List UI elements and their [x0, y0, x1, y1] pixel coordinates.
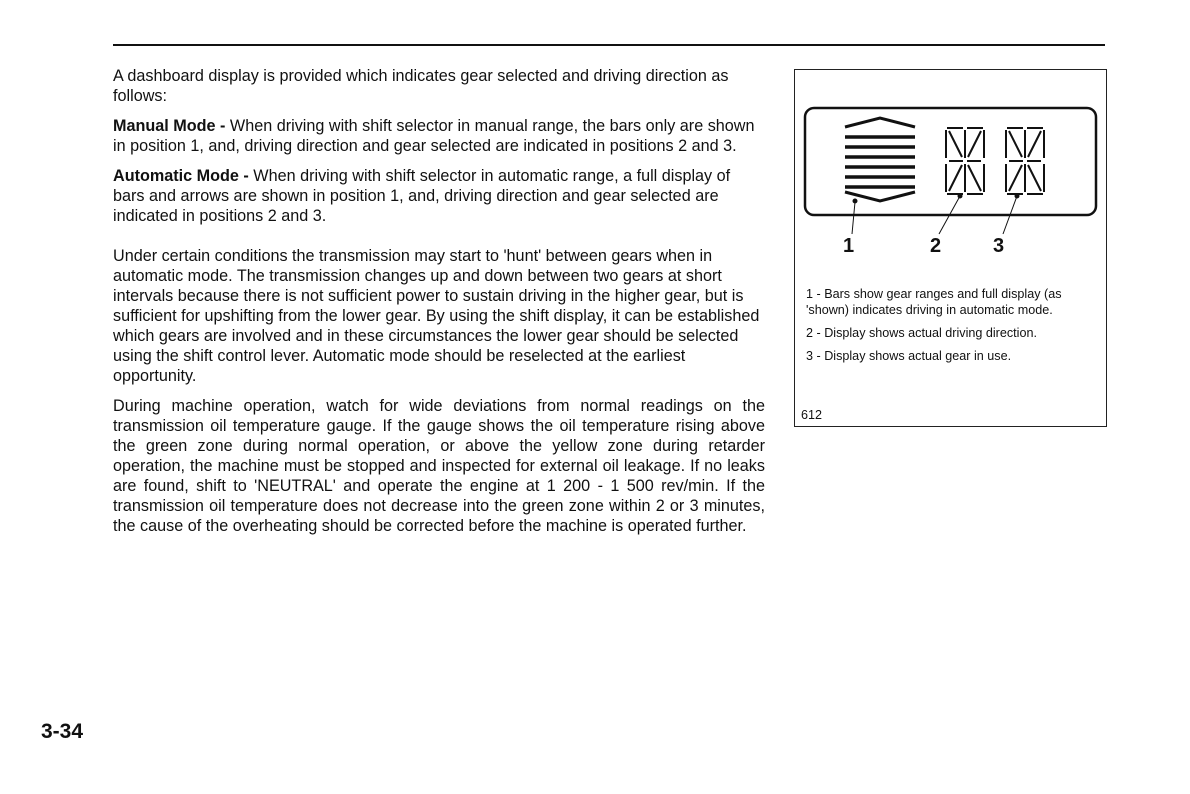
manual-mode-label: Manual Mode - [113, 117, 226, 135]
automatic-mode-label: Automatic Mode - [113, 167, 249, 185]
caption-2: 2 - Display shows actual driving direction. [806, 326, 1037, 340]
caption-3: 3 - Display shows actual gear in use. [806, 349, 1012, 363]
gear-segment-digit [1006, 128, 1044, 194]
direction-segment-digit [946, 128, 984, 194]
display-figure [794, 69, 1107, 427]
intro-paragraph: A dashboard display is provided which indicates gear selected and driving direction as follows: [113, 67, 729, 105]
dashboard-display-illustration [795, 70, 1106, 270]
body-text [113, 66, 765, 546]
gear-range-bars [845, 137, 915, 187]
up-arrow-icon [845, 118, 915, 127]
figure-captions [806, 286, 1102, 371]
manual-mode-paragraph [113, 116, 765, 156]
oil-temperature-paragraph: During machine operation, watch for wide deviations from normal readings on the transmission oil temperature gauge. If the gauge shows the oil temperature rising above the green zone during normal operation, or above the yellow zone during retarder operation, the machine must be stopped and inspected for external oil leakage. If no leaks are found, shift to 'NEUTRAL' and operate the engine at 1 200 - 1 500 rev/min. If the transmission oil temperature does not decrease into the green zone within 2 or 3 minutes, the cause of the overheating should be corrected before the machine is operated further. [113, 397, 765, 535]
manual-mode-text: When driving with shift selector in manual range, the bars only are shown in position 1, and, driving direction and gear selected are indicated in positions 2 and 3. [113, 117, 755, 155]
page-number: 3-34 [41, 720, 84, 743]
callout-1: 1 [843, 235, 855, 257]
callout-3: 3 [993, 235, 1005, 257]
automatic-mode-text: When driving with shift selector in automatic range, a full display of bars and arrows are shown in position 1, and, driving direction and gear selected are indicated in positions 2 and 3. [113, 167, 731, 225]
hunt-paragraph: Under certain conditions the transmission may start to 'hunt' between gears when in automatic mode. The transmission changes up and down between two gears at short intervals because there is not sufficient power to sustain driving in the higher gear, but is sufficient for upshifting from the lower gear. By using the shift display, it can be established which gears are involved and in these circumstances the lower gear should be selected using the shift control lever. Automatic mode should be reselected at the earliest opportunity. [113, 247, 760, 385]
caption-1: 1 - Bars show gear ranges and full display (as 'shown) indicates driving in automatic mode. [806, 287, 1062, 317]
figure-id: 612 [801, 408, 823, 422]
callout-2: 2 [930, 235, 942, 257]
automatic-mode-paragraph [113, 166, 765, 226]
header-rule [113, 44, 1105, 46]
